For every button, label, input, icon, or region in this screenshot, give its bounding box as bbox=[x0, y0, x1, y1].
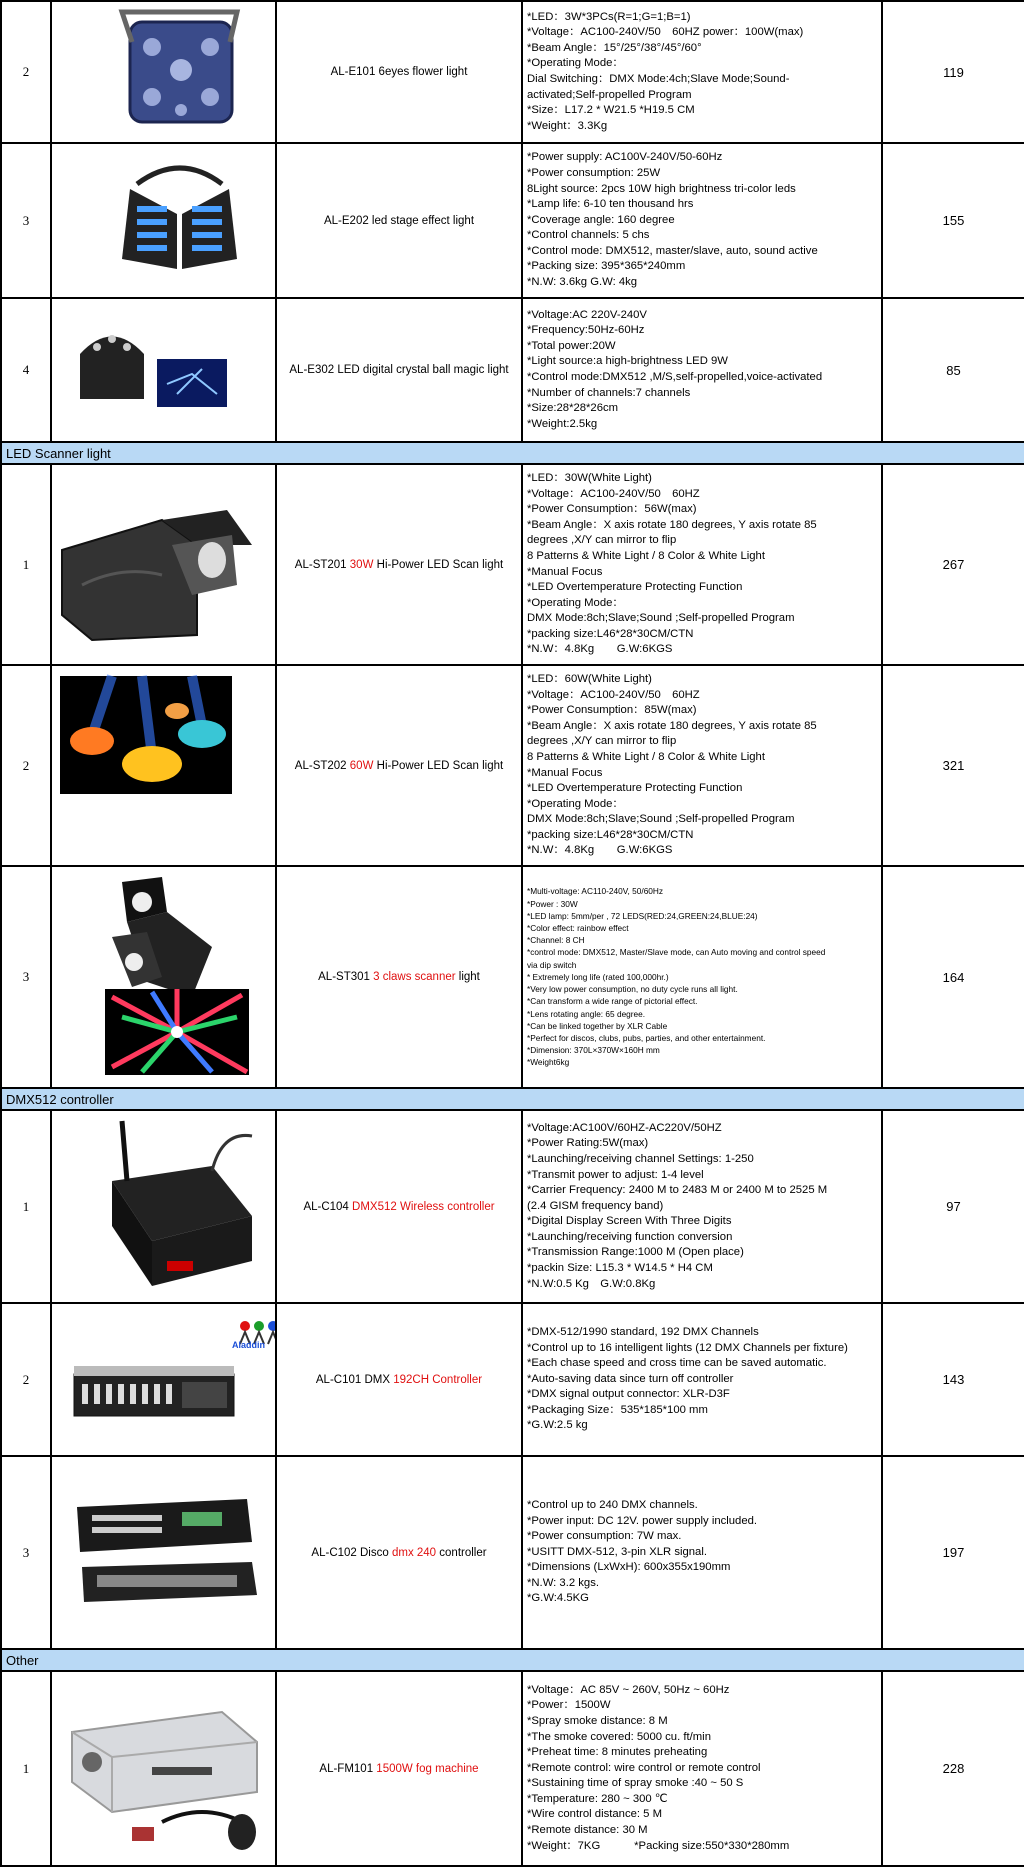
table-row bbox=[1, 143, 1024, 298]
flower-light-photo-icon bbox=[52, 2, 276, 137]
section-heading-row bbox=[1, 1649, 1024, 1671]
product-price: 197 bbox=[882, 1456, 1024, 1649]
product-image bbox=[51, 464, 276, 665]
row-number: 1 bbox=[1, 464, 51, 665]
product-price: 267 bbox=[882, 464, 1024, 665]
product-specs: *LED：30W(White Light) *Voltage：AC100-240V/50 60HZ *Power Consumption：56W(max) *Beam Angle：X axis rotate 180 degrees, Y axis rotate 85 degrees ,X/Y can mirror to flip 8 Patterns & White Light / 8 Color & White Light *Manual Focus *LED Overtemperature Protecting Function *Operating Mode： DMX Mode:8ch;Slave;Sound ;Self-propelled Program *packing size:L46*28*30CM/CTN *N.W：4.8Kg G.W:6KGS bbox=[522, 464, 882, 665]
product-image bbox=[51, 143, 276, 298]
table-row bbox=[1, 1, 1024, 143]
row-number: 2 bbox=[1, 665, 51, 866]
wireless-controller-photo-icon bbox=[52, 1111, 276, 1297]
product-specs: *LED：60W(White Light) *Voltage：AC100-240V/50 60HZ *Power Consumption：85W(max) *Beam Angle：X axis rotate 180 degrees, Y axis rotate 85 degrees ,X/Y can mirror to flip 8 Patterns & White Light / 8 Color & White Light *Manual Focus *LED Overtemperature Protecting Function *Operating Mode： DMX Mode:8ch;Slave;Sound ;Self-propelled Program *packing size:L46*28*30CM/CTN *N.W：4.8Kg G.W:6KGS bbox=[522, 665, 882, 866]
product-image bbox=[51, 1110, 276, 1303]
product-name: AL-C104 DMX512 Wireless controller bbox=[276, 1110, 522, 1303]
product-price: 321 bbox=[882, 665, 1024, 866]
table-row bbox=[1, 298, 1024, 442]
product-specs: *Multi-voltage: AC110-240V, 50/60Hz *Power : 30W *LED lamp: 5mm/per , 72 LEDS(RED:24,GREEN:24,BLUE:24) *Color effect: rainbow effect *Channel: 8 CH *control mode: DMX512, Master/Slave mode, can Auto moving and control speed via dip switch * Extremely long life (rated 100,000hr.) *Very low power consumption, no duty cycle runs all light. *Can transform a wide range of pictorial effect. *Lens rotating angle: 65 degree. *Can be linked together by XLR Cable *Perfect for discos, clubs, pubs, parties, and other entertainment. *Dimension: 370L×370W×160H mm *Weight6kg bbox=[522, 866, 882, 1088]
product-image bbox=[51, 298, 276, 442]
row-number: 1 bbox=[1, 1671, 51, 1866]
row-number: 3 bbox=[1, 143, 51, 298]
section-heading-row bbox=[1, 442, 1024, 464]
product-name: AL-ST201 30W Hi-Power LED Scan light bbox=[276, 464, 522, 665]
product-name: AL-C102 Disco dmx 240 controller bbox=[276, 1456, 522, 1649]
section-heading-row bbox=[1, 1088, 1024, 1110]
product-price: 119 bbox=[882, 1, 1024, 143]
table-row bbox=[1, 866, 1024, 1088]
section-heading: DMX512 controller bbox=[1, 1088, 1024, 1110]
dmx-240-console-photo-icon bbox=[52, 1457, 276, 1643]
row-number: 4 bbox=[1, 298, 51, 442]
product-specs: *LED：3W*3PCs(R=1;G=1;B=1) *Voltage：AC100-240V/50 60HZ power：100W(max) *Beam Angle：15°/25°/38°/45°/60° *Operating Mode： Dial Switching：DMX Mode:4ch;Slave Mode;Sound- activated;Self-propelled Program *Size：L17.2 * W21.5 *H19.5 CM *Weight：3.3Kg bbox=[522, 1, 882, 143]
product-image bbox=[51, 1303, 276, 1456]
dmx-192-console-photo-icon bbox=[52, 1304, 276, 1450]
led-scanner-photo-icon bbox=[52, 465, 276, 659]
product-price: 164 bbox=[882, 866, 1024, 1088]
product-specs: *Power supply: AC100V-240V/50-60Hz *Power consumption: 25W 8Light source: 2pcs 10W high brightness tri-color leds *Lamp life: 6-10 ten thousand hrs *Coverage angle: 160 degree *Control channels: 5 chs *Control mode: DMX512, master/slave, auto, sound active *Packing size: 395*365*240mm *N.W: 3.6kg G.W: 4kg bbox=[522, 143, 882, 298]
section-heading: LED Scanner light bbox=[1, 442, 1024, 464]
section-heading: Other bbox=[1, 1649, 1024, 1671]
product-specs: *Voltage:AC100V/60HZ-AC220V/50HZ *Power Rating:5W(max) *Launching/receiving channel Settings: 1-250 *Transmit power to adjust: 1-4 level *Carrier Frequency: 2400 M to 2483 M or 2400 M to 2525 M (2.4 GISM frequency band) *Digital Display Screen With Three Digits *Launching/receiving function conversion *Transmission Range:1000 M (Open place) *packin Size: L15.3 * W14.5 * H4 CM *N.W:0.5 Kg G.W:0.8Kg bbox=[522, 1110, 882, 1303]
fog-machine-photo-icon bbox=[52, 1672, 276, 1860]
product-image bbox=[51, 1, 276, 143]
product-name: AL-E202 led stage effect light bbox=[276, 143, 522, 298]
product-image bbox=[51, 1456, 276, 1649]
row-number: 2 bbox=[1, 1, 51, 143]
product-price: 97 bbox=[882, 1110, 1024, 1303]
product-specs: *Control up to 240 DMX channels. *Power input: DC 12V. power supply included. *Power consumption: 7W max. *USITT DMX-512, 3-pin XLR signal. *Dimensions (LxWxH): 600x355x190mm *N.W: 3.2 kgs. *G.W:4.5KG bbox=[522, 1456, 882, 1649]
row-number: 1 bbox=[1, 1110, 51, 1303]
table-row bbox=[1, 1671, 1024, 1866]
claws-scanner-photo-icon bbox=[52, 867, 276, 1082]
product-name: AL-E302 LED digital crystal ball magic light bbox=[276, 298, 522, 442]
product-price: 155 bbox=[882, 143, 1024, 298]
product-price: 143 bbox=[882, 1303, 1024, 1456]
product-image bbox=[51, 866, 276, 1088]
gobo-projection-photo-icon bbox=[52, 666, 276, 860]
row-number: 3 bbox=[1, 1456, 51, 1649]
row-number: 2 bbox=[1, 1303, 51, 1456]
aladdin-logo: Aladdin bbox=[232, 1340, 265, 1350]
product-image bbox=[51, 1671, 276, 1866]
row-number: 3 bbox=[1, 866, 51, 1088]
table-row bbox=[1, 1303, 1024, 1456]
product-specs: *Voltage：AC 85V ~ 260V, 50Hz ~ 60Hz *Power：1500W *Spray smoke distance: 8 M *The smoke covered: 5000 cu. ft/min *Preheat time: 8 minutes preheating *Remote control: wire control or remote control *Sustaining time of spray smoke :40 ~ 50 S *Temperature: 280 ~ 300 ℃ *Wire control distance: 5 M *Remote distance: 30 M *Weight：7KG *Packing size:550*330*280mm bbox=[522, 1671, 882, 1866]
product-image bbox=[51, 665, 276, 866]
product-name: AL-C101 DMX 192CH Controller bbox=[276, 1303, 522, 1456]
table-row bbox=[1, 665, 1024, 866]
crystal-ball-light-photo-icon bbox=[52, 299, 276, 436]
table-row bbox=[1, 464, 1024, 665]
table-row bbox=[1, 1456, 1024, 1649]
product-name: AL-E101 6eyes flower light bbox=[276, 1, 522, 143]
product-name: AL-ST202 60W Hi-Power LED Scan light bbox=[276, 665, 522, 866]
product-specs: *Voltage:AC 220V-240V *Frequency:50Hz-60Hz *Total power:20W *Light source:a high-brightness LED 9W *Control mode:DMX512 ,M/S,self-propelled,voice-activated *Number of channels:7 channels *Size:28*28*26cm *Weight:2.5kg bbox=[522, 298, 882, 442]
product-price: 85 bbox=[882, 298, 1024, 442]
product-price: 228 bbox=[882, 1671, 1024, 1866]
butterfly-effect-light-photo-icon bbox=[52, 144, 276, 292]
table-row bbox=[1, 1110, 1024, 1303]
product-name: AL-FM101 1500W fog machine bbox=[276, 1671, 522, 1866]
product-name: AL-ST301 3 claws scanner light bbox=[276, 866, 522, 1088]
product-specs: *DMX-512/1990 standard, 192 DMX Channels *Control up to 16 intelligent lights (12 DMX Channels per fixture) *Each chase speed and cross time can be saved automatic. *Auto-saving data since turn off controller *DMX signal output connector: XLR-D3F *Packaging Size：535*185*100 mm *G.W:2.5 kg bbox=[522, 1303, 882, 1456]
